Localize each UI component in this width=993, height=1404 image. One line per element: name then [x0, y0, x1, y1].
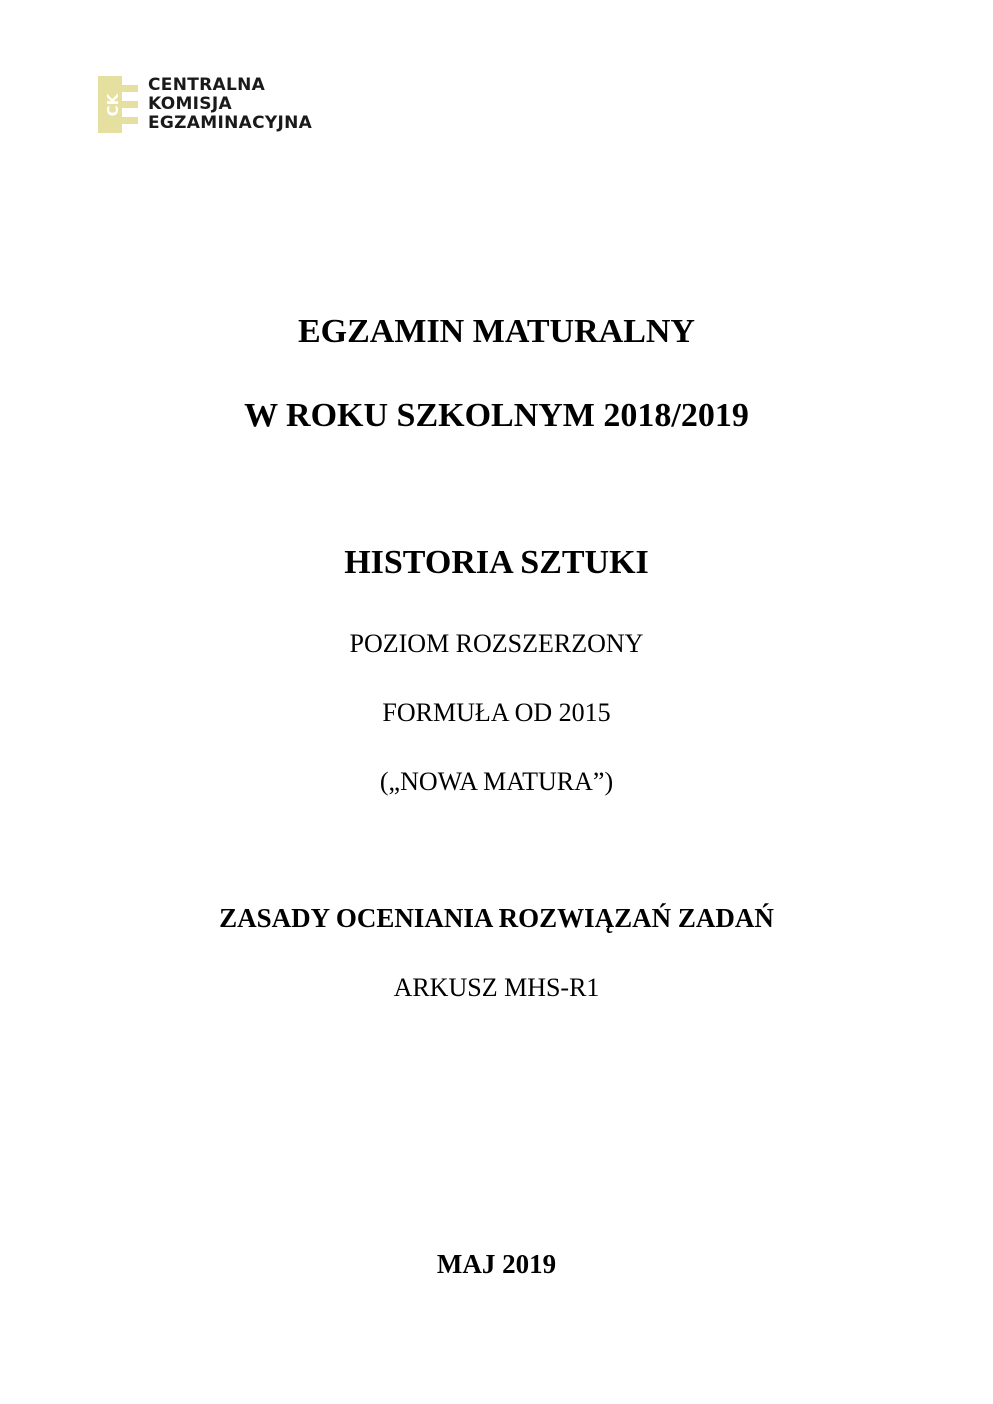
cke-logo-mark — [98, 76, 138, 133]
exam-subject: HISTORIA SZTUKI — [344, 544, 649, 581]
svg-text:CK: CK — [104, 93, 122, 117]
cke-logo-icon — [98, 76, 138, 133]
logo-line-2: KOMISJA — [148, 94, 232, 114]
exam-title: EGZAMIN MATURALNY — [298, 313, 695, 350]
exam-date: MAJ 2019 — [436, 1249, 557, 1279]
sheet-code: ARKUSZ MHS-R1 — [393, 973, 600, 1002]
exam-year: W ROKU SZKOLNYM 2018/2019 — [244, 397, 749, 434]
cke-logo-text — [148, 76, 312, 133]
exam-level: POZIOM ROZSZERZONY — [349, 629, 644, 658]
logo-line-3: EGZAMINACYJNA — [148, 113, 313, 133]
document-heading: ZASADY OCENIANIA ROZWIĄZAŃ ZADAŃ — [219, 903, 774, 933]
exam-formula: FORMUŁA OD 2015 — [382, 698, 611, 727]
logo-line-1: CENTRALNA — [148, 75, 266, 95]
exam-nowa-matura: („NOWA MATURA”) — [379, 767, 614, 796]
cke-logo — [98, 76, 312, 134]
